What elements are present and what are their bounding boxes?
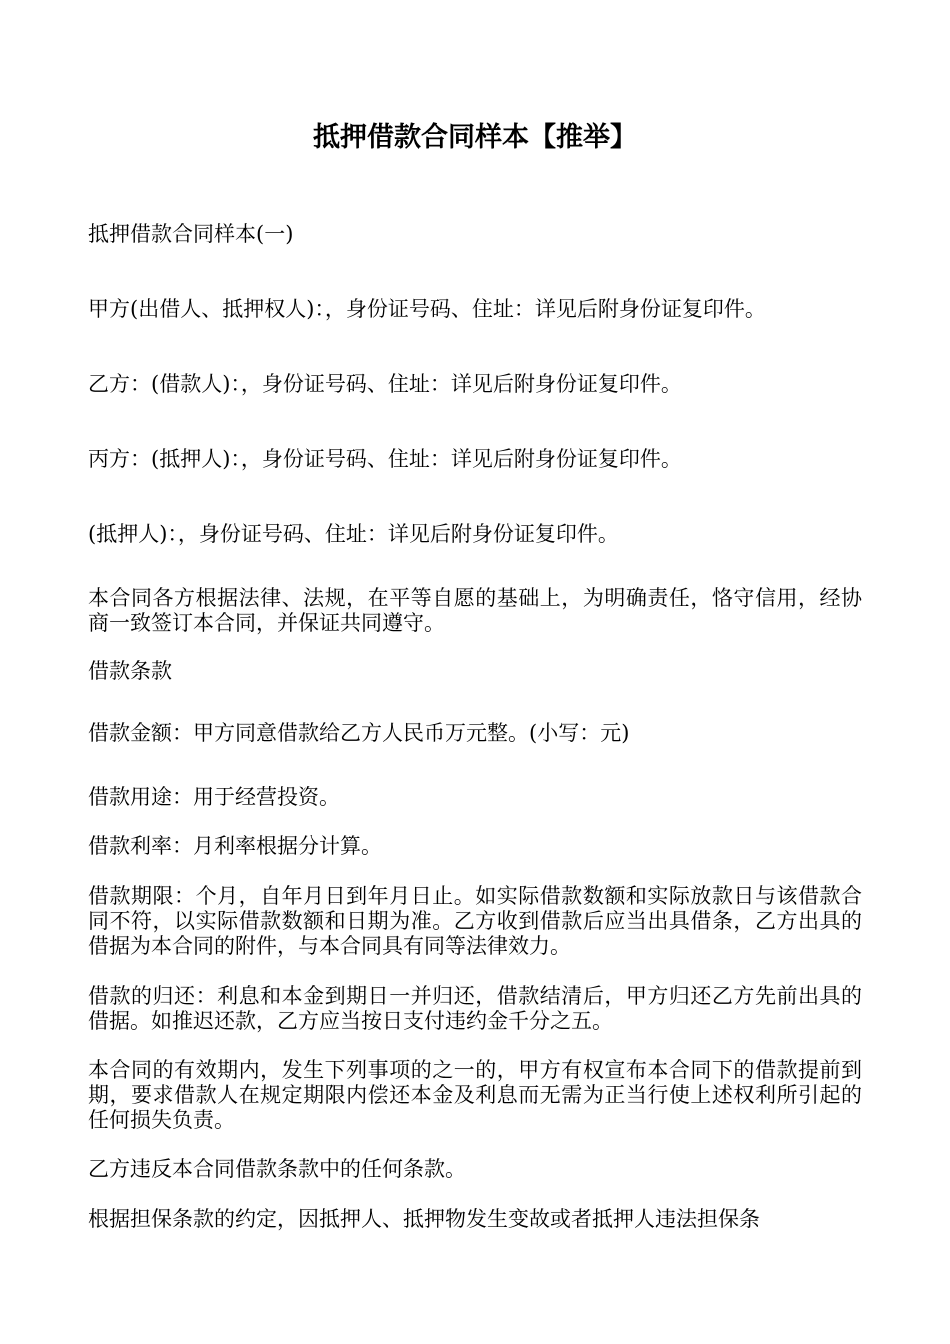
paragraph-guarantee: 根据担保条款的约定，因抵押人、抵押物发生变故或者抵押人违法担保条 <box>88 1207 760 1231</box>
paragraph-party-b: 乙方：(借款人)：，身份证号码、住址：详见后附身份证复印件。 <box>88 372 682 396</box>
paragraph-loan-purpose: 借款用途：用于经营投资。 <box>88 785 340 809</box>
paragraph-section-heading: 抵押借款合同样本(一) <box>88 222 294 246</box>
paragraph-loan-amount: 借款金额：甲方同意借款给乙方人民币万元整。(小写：元) <box>88 721 630 745</box>
paragraph-loan-terms-heading: 借款条款 <box>88 659 172 683</box>
paragraph-mortgagor: (抵押人)：，身份证号码、住址：详见后附身份证复印件。 <box>88 522 619 546</box>
paragraph-loan-term: 借款期限：个月，自年月日到年月日止。如实际借款数额和实际放款日与该借款合同不符，以实际借款数额和日期为准。乙方收到借款后应当出具借条，乙方出具的借据为本合同的附件，与本合同具有同等法律效力。 <box>88 884 862 958</box>
document-title: 抵押借款合同样本【推举】 <box>313 122 637 153</box>
paragraph-early-maturity: 本合同的有效期内，发生下列事项的之一的，甲方有权宣布本合同下的借款提前到期，要求借款人在规定期限内偿还本金及利息而无需为正当行使上述权利所引起的任何损失负责。 <box>88 1058 862 1132</box>
paragraph-preamble: 本合同各方根据法律、法规，在平等自愿的基础上，为明确责任，恪守信用，经协商一致签订本合同，并保证共同遵守。 <box>88 586 862 635</box>
paragraph-breach: 乙方违反本合同借款条款中的任何条款。 <box>88 1157 466 1181</box>
paragraph-party-c: 丙方：(抵押人)：，身份证号码、住址：详见后附身份证复印件。 <box>88 447 682 471</box>
paragraph-party-a: 甲方(出借人、抵押权人)：，身份证号码、住址：详见后附身份证复印件。 <box>88 297 766 321</box>
paragraph-repayment: 借款的归还：利息和本金到期日一并归还，借款结清后，甲方归还乙方先前出具的借据。如推迟还款，乙方应当按日支付违约金千分之五。 <box>88 984 862 1033</box>
paragraph-loan-rate: 借款利率：月利率根据分计算。 <box>88 834 382 858</box>
